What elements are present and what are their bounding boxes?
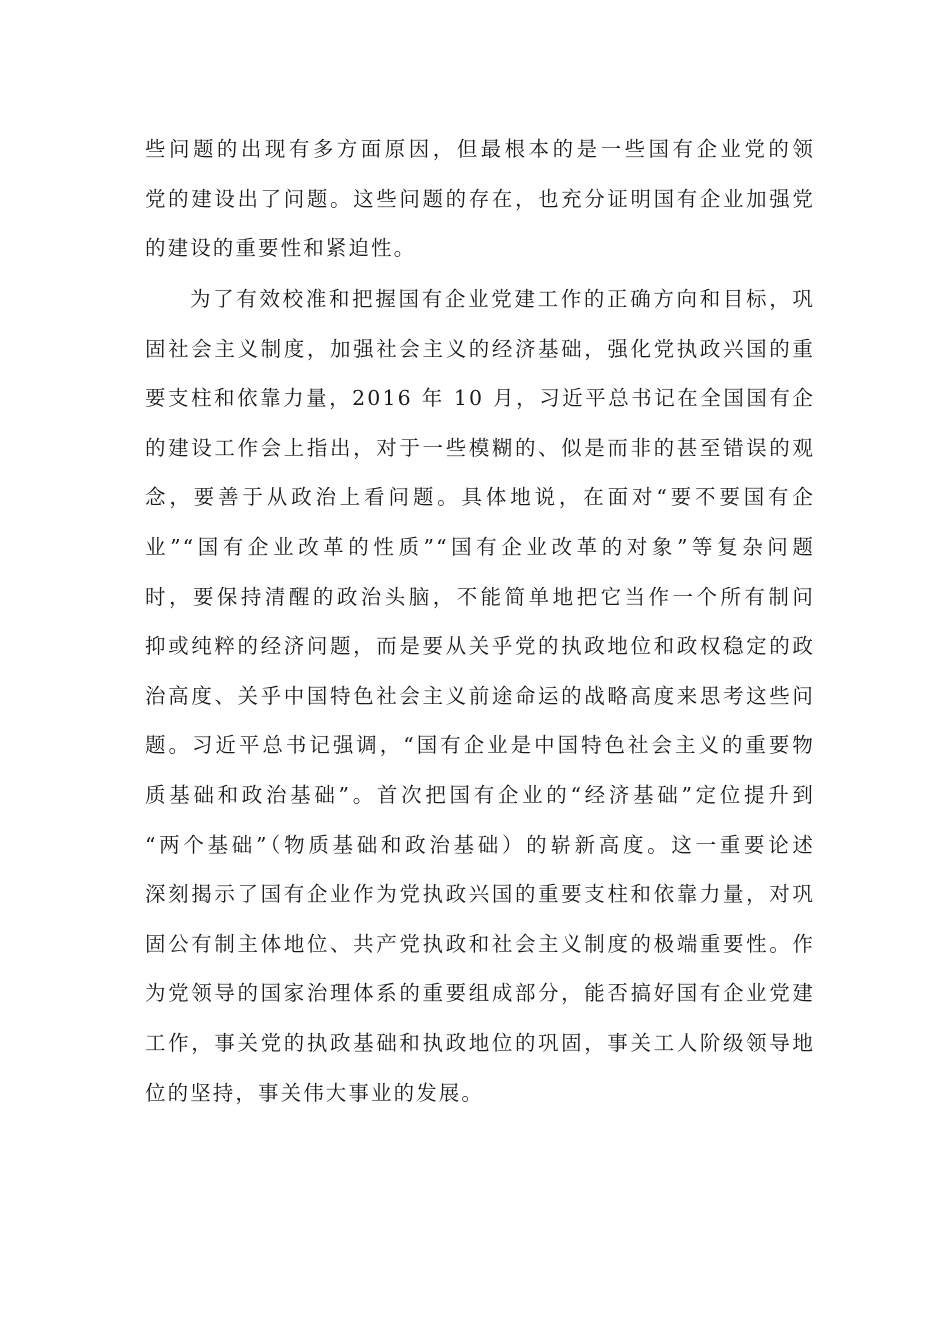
text-line: 治高度、关乎中国特色社会主义前途命运的战略高度来思考这些问 — [145, 683, 815, 708]
paragraph-2 — [145, 275, 815, 1118]
text-line: 固社会主义制度，加强社会主义的经济基础，强化党执政兴国的重 — [145, 336, 815, 361]
text-line: 位的坚持，事关伟大事业的发展。 — [145, 1080, 484, 1105]
text-line: 深刻揭示了国有企业作为党执政兴国的重要支柱和依靠力量，对巩 — [145, 882, 815, 907]
text-line: 题。习近平总书记强调，“国有企业是中国特色社会主义的重要物 — [145, 733, 815, 758]
text-line: “两个基础”（物质基础和政治基础）的崭新高度。这一重要论述 — [145, 832, 815, 857]
text-line: 念，要善于从政治上看问题。具体地说，在面对“要不要国有企 — [145, 485, 815, 510]
text-line: 抑或纯粹的经济问题，而是要从关乎党的执政地位和政权稳定的政 — [145, 634, 815, 659]
text-line: 些问题的出现有多方面原因，但最根本的是一些国有企业党的领 — [145, 137, 815, 161]
text-line: 质基础和政治基础”。首次把国有企业的“经济基础”定位提升到 — [145, 782, 815, 807]
text-line: 为党领导的国家治理体系的重要组成部分，能否搞好国有企业党建 — [145, 981, 815, 1006]
text-line: 党的建设出了问题。这些问题的存在，也充分证明国有企业加强党 — [145, 186, 815, 211]
text-line: 业”“国有企业改革的性质”“国有企业改革的对象”等复杂问题 — [145, 534, 815, 559]
text-line: 为了有效校准和把握国有企业党建工作的正确方向和目标，巩 — [190, 287, 815, 311]
text-line: 的建设的重要性和紧迫性。 — [145, 236, 417, 261]
text-line: 要支柱和依靠力量，2016 年 10 月，习近平总书记在全国国有企 — [145, 386, 815, 411]
text-line: 固公有制主体地位、共产党执政和社会主义制度的极端重要性。作 — [145, 931, 815, 956]
text-line: 工作，事关党的执政基础和执政地位的巩固，事关工人阶级领导地 — [145, 1030, 815, 1055]
text-line: 的建设工作会上指出，对于一些模糊的、似是而非的甚至错误的观 — [145, 435, 815, 460]
paragraph-1 — [145, 125, 815, 274]
text-line: 时，要保持清醒的政治头脑，不能简单地把它当作一个所有制问 — [145, 584, 815, 609]
